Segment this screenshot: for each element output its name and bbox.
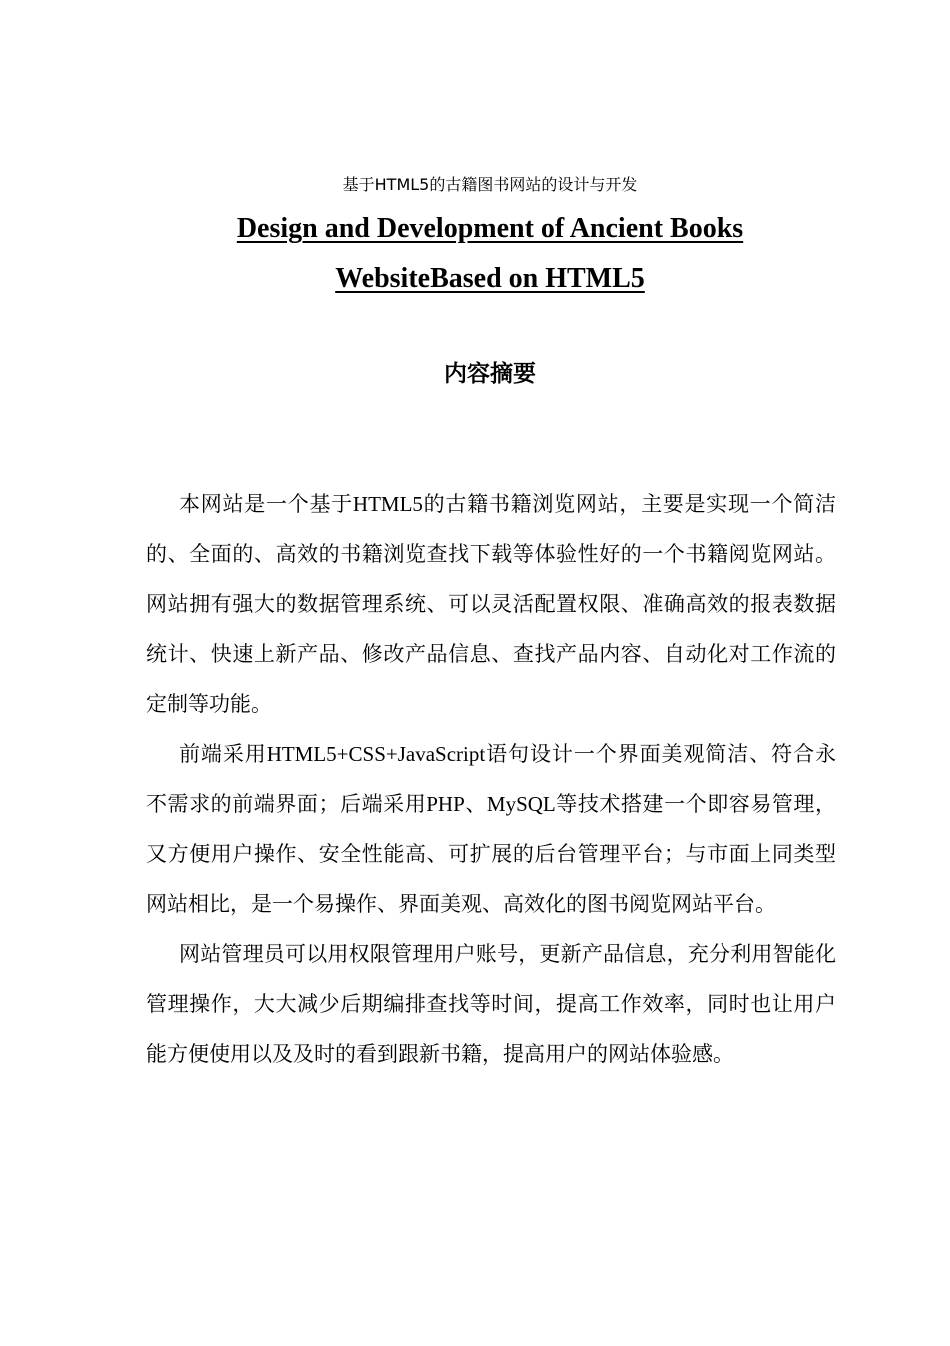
abstract-paragraph-3: 网站管理员可以用权限管理用户账号，更新产品信息，充分利用智能化管理操作，大大减少后期编排查找等时间，提高工作效率，同时也让用户能方便使用以及及时的看到跟新书籍，提高用户的网站体验感。 <box>146 942 836 1066</box>
english-title-line-2: WebsiteBased on HTML5 <box>335 263 645 294</box>
abstract-body <box>146 479 836 1079</box>
abstract-paragraph-1: 本网站是一个基于HTML5的古籍书籍浏览网站，主要是实现一个简洁的、全面的、高效的书籍浏览查找下载等体验性好的一个书籍阅览网站。网站拥有强大的数据管理系统、可以灵活配置权限、准确高效的报表数据统计、快速上新产品、修改产品信息、查找产品内容、自动化对工作流的定制等功能。 <box>146 492 836 716</box>
abstract-heading: 内容摘要 <box>444 361 536 387</box>
english-title <box>0 204 950 304</box>
english-title-line-1: Design and Development of Ancient Books <box>236 213 744 244</box>
chinese-title: 基于HTML5的古籍图书网站的设计与开发 <box>342 175 638 194</box>
abstract-paragraph-2: 前端采用HTML5+CSS+JavaScript语句设计一个界面美观简洁、符合永不需求的前端界面；后端采用PHP、MySQL等技术搭建一个即容易管理，又方便用户操作、安全性能高、可扩展的后台管理平台；与市面上同类型网站相比，是一个易操作、界面美观、高效化的图书阅览网站平台。 <box>146 742 836 916</box>
